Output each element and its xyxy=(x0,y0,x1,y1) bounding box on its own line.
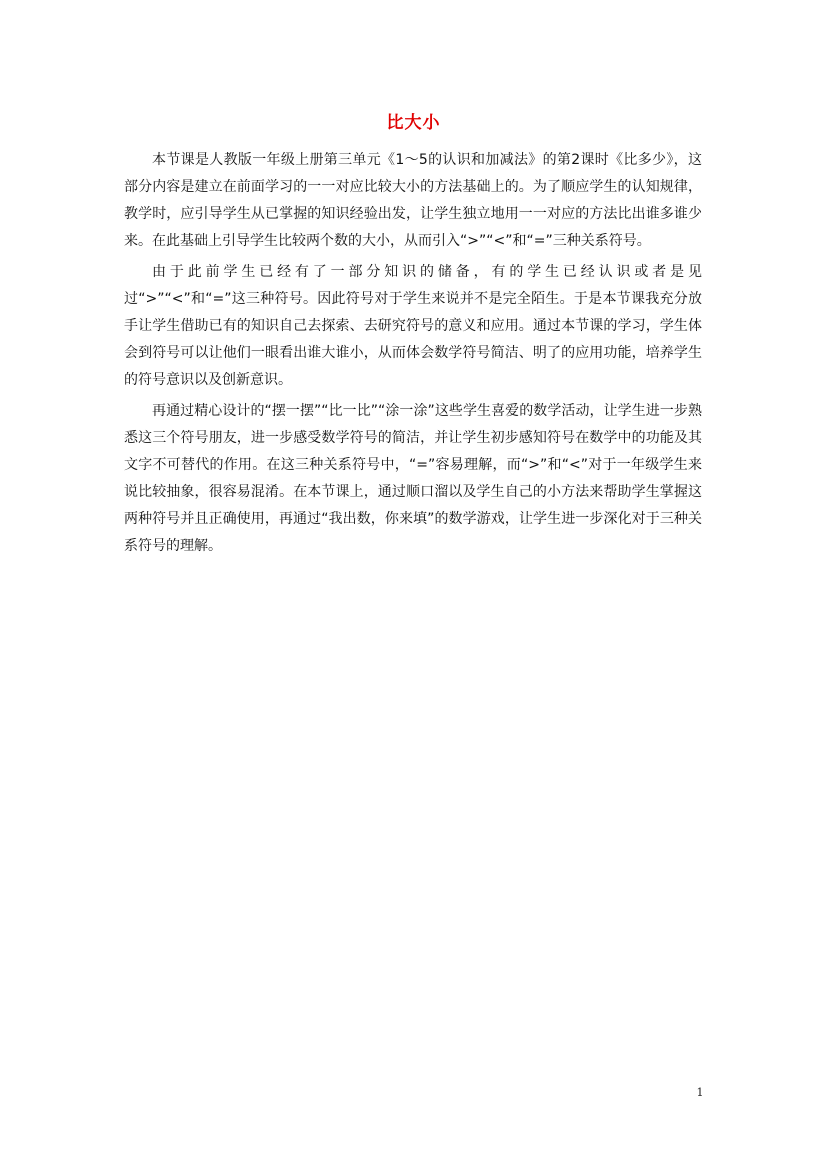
page-number: 1 xyxy=(696,1086,704,1099)
document-body xyxy=(124,147,702,560)
document-title: 比大小 xyxy=(386,113,441,133)
paragraph-2: 由于此前学生已经有了一部分知识的储备，有的学生已经认识或者是见过“>”“<”和“=”这三种符号。因此符号对于学生来说并不是完全陌生。于是本节课我充分放手让学生借助已有的知识自己去探索、去研究符号的意义和应用。通过本节课的学习，学生体会到符号可以让他们一眼看出谁大谁小，从而体会数学符号简洁、明了的应用功能，培养学生的符号意识以及创新意识。 xyxy=(124,264,702,388)
paragraph-3: 再通过精心设计的“摆一摆”“比一比”“涂一涂”这些学生喜爱的数学活动，让学生进一步熟悉这三个符号朋友，进一步感受数学符号的简洁，并让学生初步感知符号在数学中的功能及其文字不可替代的作用。在这三种关系符号中，“=”容易理解，而“>”和“<”对于一年级学生来说比较抽象，很容易混淆。在本节课上，通过顺口溜以及学生自己的小方法来帮助学生掌握这两种符号并且正确使用，再通过“我出数，你来填”的数学游戏，让学生进一步深化对于三种关系符号的理解。 xyxy=(124,403,702,554)
paragraph-1: 本节课是人教版一年级上册第三单元《1～5的认识和加减法》的第2课时《比多少》，这部分内容是建立在前面学习的一一对应比较大小的方法基础上的。为了顺应学生的认知规律，教学时，应引导学生从已掌握的知识经验出发，让学生独立地用一一对应的方法比出谁多谁少来。在此基础上引导学生比较两个数的大小，从而引入“>”“<”和“=”三种关系符号。 xyxy=(124,152,702,249)
